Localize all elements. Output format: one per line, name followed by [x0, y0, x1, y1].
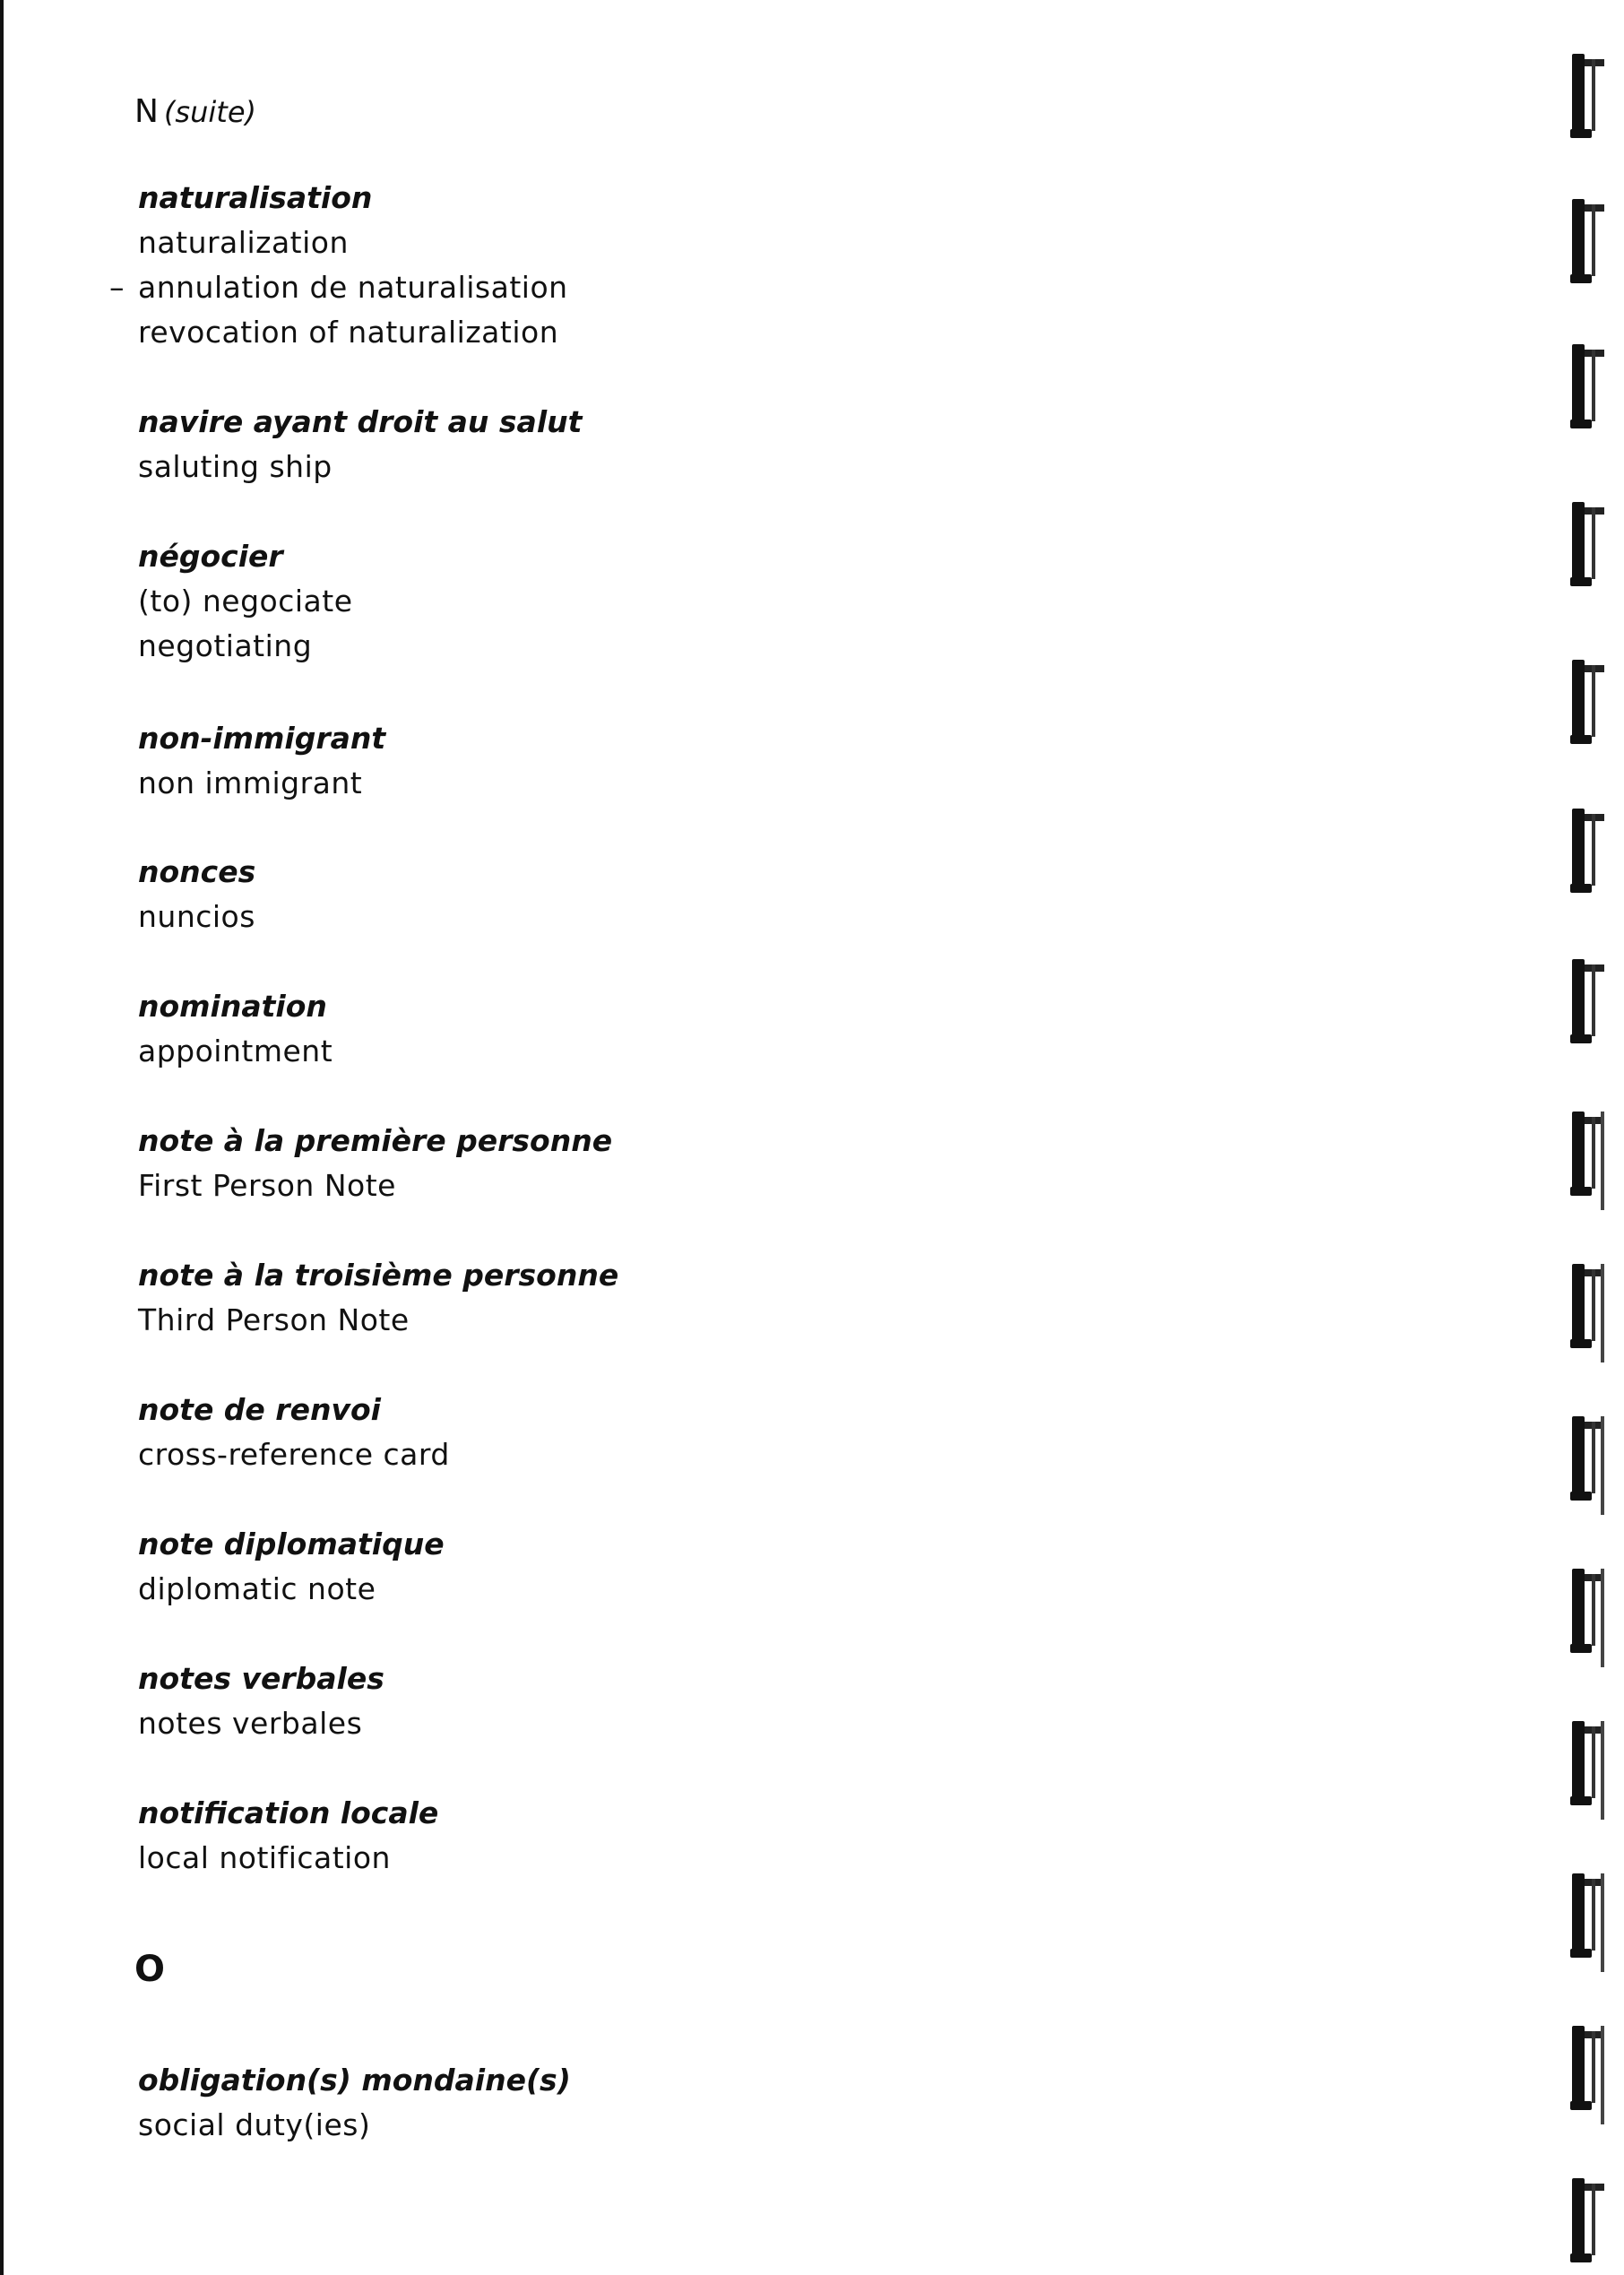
- glossary-entry: [138, 1119, 1214, 1208]
- entry-translation: notes verbales: [138, 1706, 363, 1741]
- entry-term: obligation(s) mondaine(s): [138, 2063, 571, 2098]
- sub-entry-translation: revocation of naturalization: [138, 315, 559, 350]
- glossary-entry: [138, 1791, 1214, 1881]
- entry-translation: negotiating: [138, 628, 313, 663]
- entry-translation: nuncios: [138, 899, 255, 934]
- entry-term: notes verbales: [138, 1661, 384, 1696]
- entry-term: nonces: [138, 854, 256, 889]
- glossary-entry: [138, 534, 1214, 669]
- entry-translation: naturalization: [138, 225, 349, 260]
- sub-entry-term: annulation de naturalisation: [138, 270, 568, 305]
- binding-ring: [1570, 809, 1624, 898]
- binding-ring: [1570, 502, 1624, 592]
- entry-translation: cross-reference card: [138, 1437, 450, 1472]
- entry-term: navire ayant droit au salut: [138, 404, 583, 439]
- section-heading-n: [134, 90, 256, 134]
- entry-translation: social duty(ies): [138, 2107, 371, 2142]
- section-suffix: (suite): [163, 95, 256, 129]
- glossary-entry: [138, 716, 1214, 806]
- entry-term: non-immigrant: [138, 721, 386, 756]
- section-heading-o: O: [134, 1949, 166, 1990]
- binding-ring: [1570, 344, 1624, 434]
- glossary-entry: [138, 984, 1214, 1074]
- entry-translation: (to) negociate: [138, 584, 353, 618]
- entry-term: note de renvoi: [138, 1392, 381, 1427]
- glossary-entry: [109, 176, 1214, 355]
- entry-term: note à la troisième personne: [138, 1258, 619, 1293]
- binding-ring: [1570, 1264, 1624, 1354]
- binding-ring: [1570, 1873, 1624, 1963]
- glossary-entry: [138, 850, 1214, 939]
- entry-translation: First Person Note: [138, 1168, 396, 1203]
- entry-translation: appointment: [138, 1034, 333, 1068]
- section-letter: N: [134, 93, 159, 130]
- entry-translation: Third Person Note: [138, 1302, 410, 1337]
- entry-translation: non immigrant: [138, 766, 363, 800]
- entry-term: notification locale: [138, 1795, 439, 1830]
- entry-translation: local notification: [138, 1840, 391, 1875]
- page-left-edge: [0, 0, 4, 2275]
- sub-entry: [109, 265, 1214, 355]
- binding-ring: [1570, 2026, 1624, 2115]
- spiral-binding: [1570, 54, 1624, 2275]
- binding-ring: [1570, 1569, 1624, 1658]
- binding-ring: [1570, 959, 1624, 1049]
- binding-ring: [1570, 54, 1624, 143]
- entry-term: note à la première personne: [138, 1123, 613, 1158]
- binding-ring: [1570, 199, 1624, 289]
- entry-translation: diplomatic note: [138, 1571, 376, 1606]
- binding-ring: [1570, 1112, 1624, 1201]
- binding-ring: [1570, 2178, 1624, 2268]
- glossary-entry: [138, 1253, 1214, 1343]
- binding-ring: [1570, 660, 1624, 749]
- entry-translation: saluting ship: [138, 449, 333, 484]
- entry-term: nomination: [138, 989, 327, 1024]
- entry-term: naturalisation: [138, 180, 373, 215]
- dash-marker: –: [109, 270, 125, 305]
- binding-ring: [1570, 1721, 1624, 1811]
- glossary-entry: [138, 2058, 1214, 2148]
- glossary-entry: [138, 1388, 1214, 1477]
- entry-term: note diplomatique: [138, 1527, 445, 1561]
- entry-term: négocier: [138, 539, 283, 574]
- glossary-entry: [138, 1657, 1214, 1746]
- glossary-entry: [138, 1522, 1214, 1612]
- glossary-entry: [138, 400, 1214, 489]
- binding-ring: [1570, 1416, 1624, 1506]
